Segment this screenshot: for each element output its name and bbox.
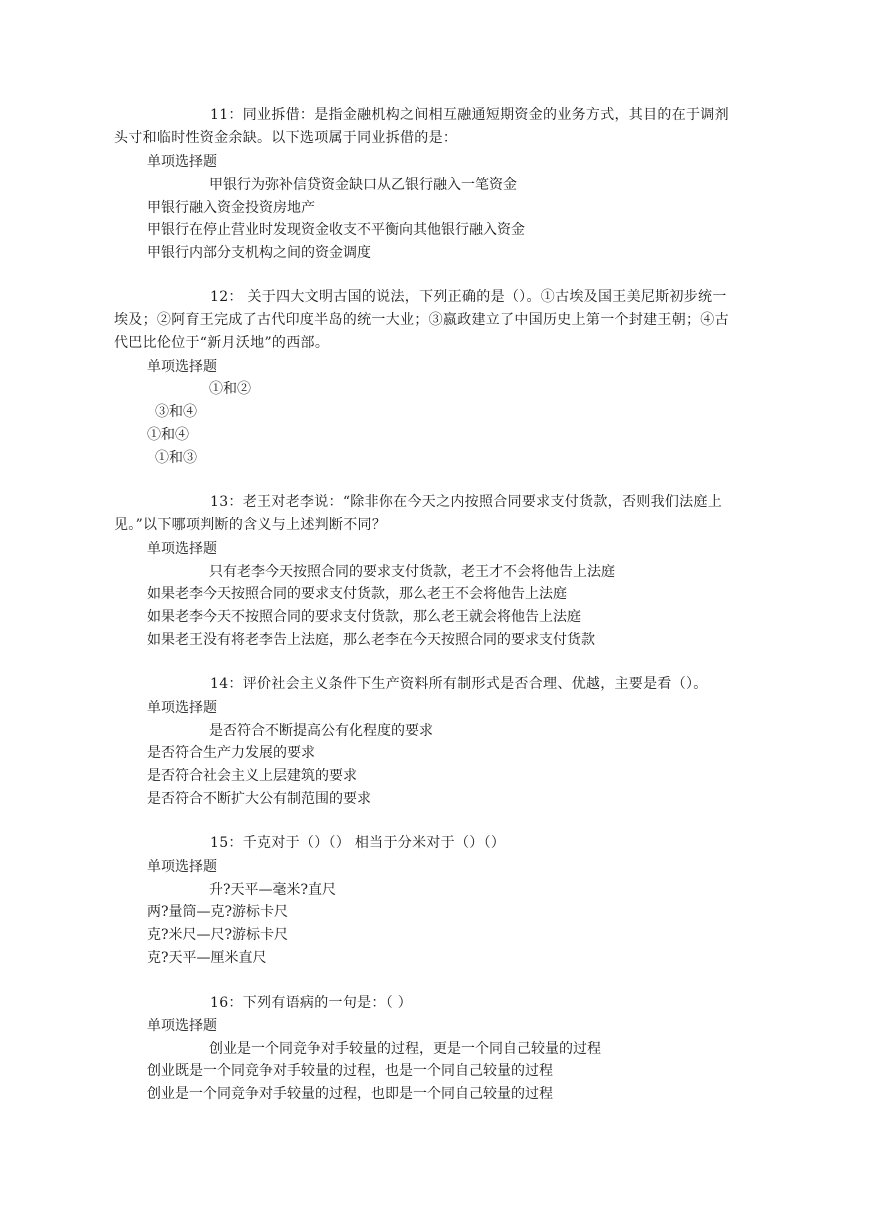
question-stem: 14：评价社会主义条件下生产资料所有制形式是否合理、优越，主要是看（）。 — [210, 676, 708, 692]
option-c[interactable]: 如果老李今天不按照合同的要求支付货款，那么老王就会将他告上法庭 — [147, 609, 581, 625]
option-d[interactable]: ①和③ — [155, 450, 197, 466]
option-b[interactable]: ③和④ — [155, 404, 197, 420]
option-d[interactable]: 如果老王没有将老李告上法庭，那么老李在今天按照合同的要求支付货款 — [147, 632, 595, 648]
question-type: 单项选择题 — [147, 154, 217, 170]
question-stem: 16：下列有语病的一句是：（ ） — [210, 995, 413, 1011]
option-b[interactable]: 两?量筒—克?游标卡尺 — [147, 904, 289, 920]
question-stem: 15：千克对于（）（） 相当于分米对于（）（） — [210, 835, 506, 851]
question-type: 单项选择题 — [147, 859, 217, 875]
option-c[interactable]: 创业是一个同竞争对手较量的过程，也即是一个同自己较量的过程 — [147, 1086, 553, 1102]
question-type: 单项选择题 — [147, 541, 217, 557]
option-d[interactable]: 是否符合不断扩大公有制范围的要求 — [147, 791, 371, 807]
option-b[interactable]: 是否符合生产力发展的要求 — [147, 745, 315, 761]
option-b[interactable]: 创业既是一个同竞争对手较量的过程，也是一个同自己较量的过程 — [147, 1063, 553, 1079]
option-b[interactable]: 甲银行融入资金投资房地产 — [147, 200, 315, 216]
option-c[interactable]: 克?米尺—尺?游标卡尺 — [147, 927, 289, 943]
question-stem: 12： 关于四大文明古国的说法，下列正确的是（）。①古埃及国王美尼斯初步统一埃及；②阿育王完成了古代印度半岛的统一大业；③嬴政建立了中国历史上第一个封建王朝；④古代巴比伦位于“新月沃地”的西部。 — [114, 289, 729, 351]
option-c[interactable]: 甲银行在停止营业时发现资金收支不平衡向其他银行融入资金 — [147, 222, 525, 238]
option-d[interactable]: 克?天平—厘米直尺 — [147, 950, 267, 966]
question-stem: 11：同业拆借：是指金融机构之间相互融通短期资金的业务方式，其目的在于调剂头寸和临时性资金余缺。以下选项属于同业拆借的是： — [114, 107, 729, 146]
option-a[interactable]: ①和② — [209, 381, 251, 397]
question-type: 单项选择题 — [147, 1018, 217, 1034]
option-c[interactable]: 是否符合社会主义上层建筑的要求 — [147, 768, 357, 784]
question-type: 单项选择题 — [147, 359, 217, 375]
option-a[interactable]: 是否符合不断提高公有化程度的要求 — [209, 723, 433, 739]
option-a[interactable]: 升?天平—毫米?直尺 — [209, 882, 337, 898]
option-b[interactable]: 如果老李今天按照合同的要求支付货款，那么老王不会将他告上法庭 — [147, 586, 567, 602]
option-a[interactable]: 甲银行为弥补信贷资金缺口从乙银行融入一笔资金 — [209, 177, 517, 193]
question-stem: 13：老王对老李说：“除非你在今天之内按照合同要求支付货款，否则我们法庭上见。”以下哪项判断的含义与上述判断不同？ — [114, 494, 723, 533]
option-c[interactable]: ①和④ — [147, 427, 189, 443]
option-a[interactable]: 只有老李今天按照合同的要求支付货款，老王才不会将他告上法庭 — [209, 564, 615, 580]
option-a[interactable]: 创业是一个同竞争对手较量的过程，更是一个同自己较量的过程 — [209, 1041, 601, 1057]
question-type: 单项选择题 — [147, 700, 217, 716]
option-d[interactable]: 甲银行内部分支机构之间的资金调度 — [147, 245, 371, 261]
